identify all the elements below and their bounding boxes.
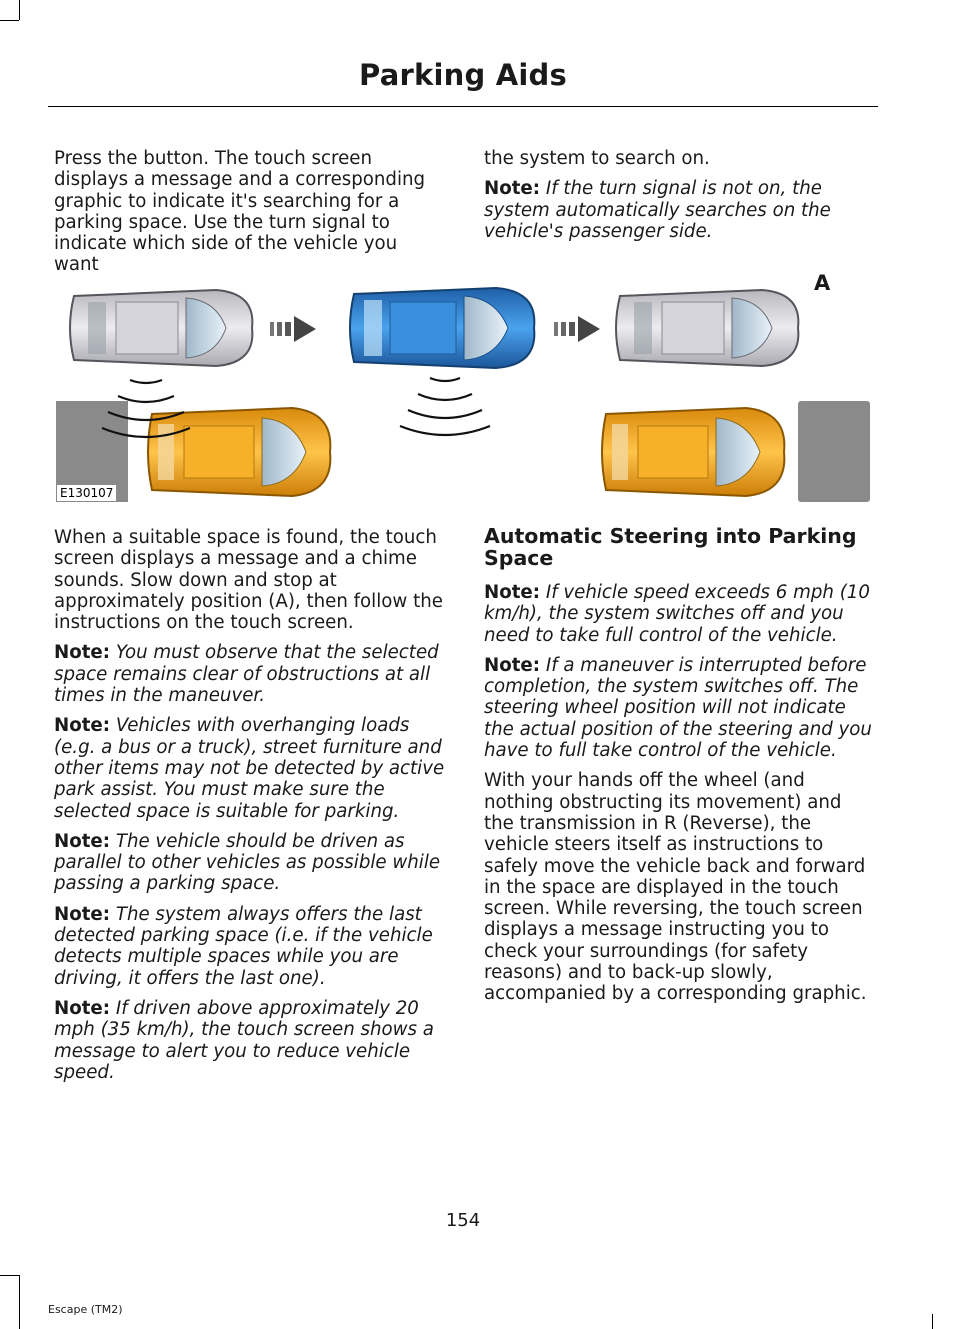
note-label: Note: — [54, 997, 111, 1019]
note-label: Note: — [484, 582, 541, 603]
header-rule — [48, 106, 878, 107]
note-label: Note: — [54, 830, 111, 852]
page-title: Parking Aids — [359, 58, 567, 92]
note-label: Note: — [54, 715, 111, 737]
body-paragraph: With your hands off the wheel (and nothing obstructing its movement) and the transmission in R (Reverse), the vehicle steers itself as instructions to safely move the vehicle back and forward in the space are displayed in the touch screen. While reversing, the touch screen displays a message instructing you to check your surroundings (for safety reasons) and to back-up slowly, accompanied by a corresponding graphic. — [484, 770, 867, 1005]
parked-car-icon — [70, 290, 252, 366]
note — [54, 715, 446, 821]
note — [54, 642, 446, 706]
body-paragraph: When a suitable space is found, the touch screen displays a message and a chime sounds. Slow down and stop at approximately position (A), then follow the instructions on the touch screen. — [54, 527, 443, 634]
page-number: 154 — [445, 1210, 481, 1231]
note-text: You must observe that the selected space remains clear of obstructions at all times in the maneuver. — [54, 642, 439, 707]
sensor-waves-icon — [400, 378, 490, 435]
note-label: Note: — [54, 903, 111, 925]
note — [484, 178, 876, 242]
note-text: The system always offers the last detected parking space (i.e. if the vehicle detects multiple spaces while you are driving, it offers the last one). — [54, 903, 433, 989]
note — [484, 655, 876, 761]
parking-illustration-svg — [56, 268, 870, 502]
parking-illustration — [56, 268, 870, 502]
body-paragraph: Press the button. The touch screen displays a message and a corresponding graphic to indicate it's searching for a parking space. Use the turn signal to indicate which side of the vehicle you want — [54, 148, 426, 276]
arrow-right-icon — [554, 316, 600, 342]
own-car-icon — [350, 288, 534, 368]
crop-mark — [932, 1314, 933, 1329]
section-heading: Automatic Steering into Parking Space — [484, 524, 857, 570]
note — [54, 904, 446, 989]
note-text: If the turn signal is not on, the system automatically searches on the vehicle's passenger side. — [484, 178, 831, 242]
note-text: If a maneuver is interrupted before completion, the system switches off. The steering wheel position will not indicate the actual position of the steering and you have to full take control of the vehicle. — [484, 654, 872, 762]
right-column-bottom — [484, 525, 876, 1014]
model-label: Escape (TM2) — [48, 1303, 123, 1316]
parked-car-icon — [148, 408, 330, 496]
figure-code: E130107 — [57, 485, 116, 501]
note — [484, 582, 876, 646]
left-column-top — [54, 148, 446, 285]
position-label: A — [814, 271, 831, 295]
crop-mark — [19, 1275, 20, 1329]
note-label: Note: — [54, 642, 111, 664]
body-paragraph: the system to search on. — [484, 148, 710, 169]
note-text: Vehicles with overhanging loads (e.g. a bus or a truck), street furniture and other items may not be detected by active park assist. You must make sure the selected space is suitable for parking. — [54, 715, 445, 822]
note-text: The vehicle should be driven as parallel to other vehicles as possible while passing a parking space. — [54, 830, 441, 895]
note-label: Note: — [484, 178, 541, 200]
crop-mark — [0, 1275, 19, 1276]
parked-car-icon — [616, 290, 798, 366]
note-text: If driven above approximately 20 mph (35 km/h), the touch screen shows a message to alert you to reduce vehicle speed. — [54, 997, 434, 1083]
curb-block — [798, 401, 870, 502]
left-column-bottom — [54, 527, 446, 1092]
right-column-top — [484, 148, 876, 251]
note — [54, 831, 446, 895]
crop-mark — [0, 20, 19, 21]
note — [54, 998, 446, 1083]
note-text: If vehicle speed exceeds 6 mph (10 km/h), the system switches off and you need to take full control of the vehicle. — [484, 582, 870, 646]
parked-car-icon — [602, 408, 784, 496]
note-label: Note: — [484, 654, 541, 676]
crop-mark — [19, 0, 20, 20]
arrow-right-icon — [270, 316, 316, 342]
